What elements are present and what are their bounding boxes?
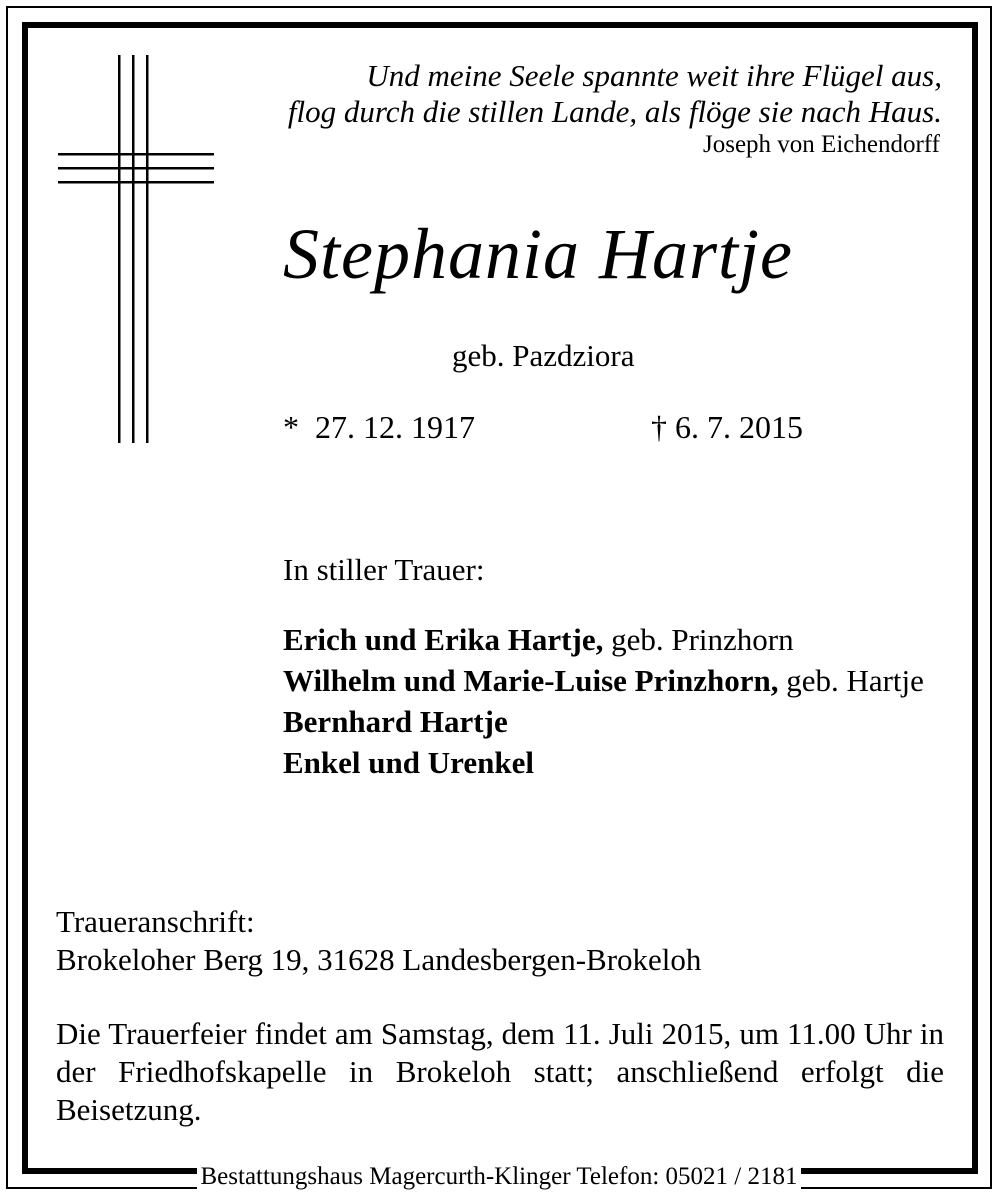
ceremony-notice: Die Trauerfeier findet am Samstag, dem 11. Juli 2015, um 11.00 Uhr in der Friedhofskapelle in Brokeloh statt; anschließend erfolgt die Beisetzung. bbox=[56, 1016, 944, 1127]
funeral-home-footer bbox=[0, 1162, 998, 1192]
death-date-line bbox=[651, 407, 803, 447]
address-label: Traueranschrift: bbox=[56, 904, 255, 939]
address-value: Brokeloher Berg 19, 31628 Landesbergen-Brokeloh bbox=[56, 942, 702, 977]
quote-line-1: Und meine Seele spannte weit ihre Flügel aus, bbox=[366, 58, 942, 93]
birth-date: 27. 12. 1917 bbox=[315, 409, 475, 445]
birth-date-line bbox=[283, 407, 475, 447]
cross-icon bbox=[58, 55, 214, 443]
mourner-entry: Wilhelm und Marie-Luise Prinzhorn, geb. Hartje bbox=[283, 663, 924, 698]
birth-star-icon: * bbox=[283, 409, 299, 445]
death-dagger-icon: † bbox=[651, 409, 667, 445]
footer-text: Bestattungshaus Magercurth-Klinger Telefon: 05021 / 2181 bbox=[197, 1163, 802, 1190]
deceased-name: Stephania Hartje bbox=[283, 214, 793, 294]
mourning-intro: In stiller Trauer: bbox=[283, 552, 485, 587]
mourning-address bbox=[56, 903, 701, 979]
mourner-entry: Enkel und Urenkel bbox=[283, 745, 534, 780]
quote-line-2: flog durch die stillen Lande, als flöge sie nach Haus. bbox=[287, 94, 942, 129]
quote bbox=[270, 58, 942, 130]
quote-author: Joseph von Eichendorff bbox=[703, 131, 940, 158]
mourner-list bbox=[283, 619, 924, 783]
death-date: 6. 7. 2015 bbox=[675, 409, 803, 445]
mourner-entry: Bernhard Hartje bbox=[283, 704, 508, 739]
maiden-name: geb. Pazdziora bbox=[452, 338, 635, 373]
mourner-entry: Erich und Erika Hartje, geb. Prinzhorn bbox=[283, 622, 794, 657]
